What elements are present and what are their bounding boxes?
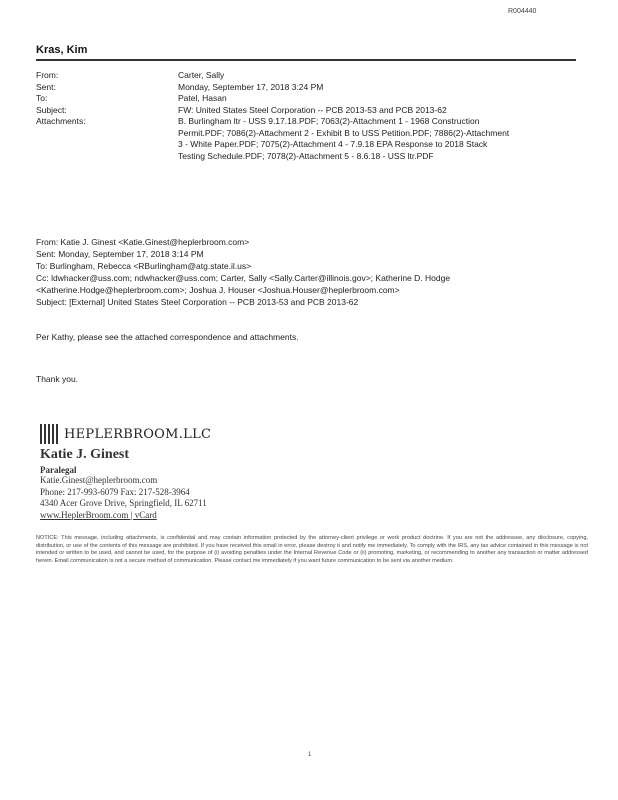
sent-row [36, 82, 596, 94]
email-header [36, 70, 596, 162]
logo-mark-icon [40, 424, 60, 444]
message-closing: Thank you. [36, 374, 79, 384]
forwarded-to: To: Burlingham, Rebecca <RBurlingham@atg.state.il.us> [36, 261, 252, 271]
attachments-row [36, 116, 596, 162]
forwarded-sent: Sent: Monday, September 17, 2018 3:14 PM [36, 249, 204, 259]
from-row [36, 70, 596, 82]
sent-value: Monday, September 17, 2018 3:24 PM [178, 81, 324, 92]
attachment-line[interactable]: B. Burlingham ltr - USS 9.17.18.PDF; 7063(2)-Attachment 1 - 1968 Construction [178, 116, 480, 126]
signature-web-link[interactable]: www.HeplerBroom.com | vCard [40, 509, 157, 520]
forwarded-from: From: Katie J. Ginest <Katie.Ginest@heplerbroom.com> [36, 237, 250, 247]
signature-email[interactable]: Katie.Ginest@heplerbroom.com [40, 475, 158, 485]
forwarded-header [36, 236, 592, 308]
header-divider [36, 59, 576, 61]
attachments-list[interactable] [178, 116, 596, 162]
to-value: Patel, Hasan [178, 93, 227, 103]
to-row [36, 93, 596, 105]
forwarded-subject: Subject: [External] United States Steel Corporation -- PCB 2013-53 and PCB 2013-62 [36, 297, 359, 307]
subject-row [36, 105, 596, 117]
signature-phone: Phone: 217-993-6079 Fax: 217-528-3964 [40, 486, 190, 497]
message-body: Per Kathy, please see the attached correspondence and attachments. [36, 332, 299, 342]
document-author: Kras, Kim [36, 44, 88, 56]
from-label: From: [36, 70, 59, 80]
attachment-line[interactable]: Permit.PDF; 7086(2)-Attachment 2 - Exhibit B to USS Petition.PDF; 7886(2)-Attachment [178, 127, 510, 138]
confidentiality-notice: NOTICE: This message, including attachments, is confidential and may contain information protected by the attorney-client privilege or work product doctrine. If you are not the addressee, any disclosure, copying, distribution, or use of the contents of this message are prohibited. If you have received this email in error, please destroy it and notify me immediately. To comply with the IRS, any tax advice contained in this message is not intended or written to be used, and cannot be used, for the purpose of (i) avoiding penalties under the Internal Revenue Code or (ii) promoting, marketing, or recommending to another any transaction or matter addressed herein. Email communication is not a secure method of communication. Please contact me immediately if you want future communication to be sent via another medium. [36, 535, 588, 564]
forwarded-cc-cont: <Katherine.Hodge@heplerbroom.com>; Joshua J. Houser <Joshua.Houser@heplerbroom.com> [36, 285, 400, 295]
to-label: To: [36, 93, 48, 103]
attachments-label: Attachments: [36, 116, 86, 126]
subject-label: Subject: [36, 104, 67, 115]
logo-text: HEPLERBROOM.LLC [64, 427, 212, 442]
signature-block [40, 447, 207, 521]
subject-value: FW: United States Steel Corporation -- PCB 2013-53 and PCB 2013-62 [178, 104, 447, 115]
page-number: 1 [308, 752, 312, 758]
signature-title: Paralegal [40, 465, 77, 475]
from-value: Carter, Sally [178, 70, 225, 80]
sent-label: Sent: [36, 81, 56, 92]
signature-name: Katie J. Ginest [40, 447, 130, 462]
attachment-line[interactable]: 3 - White Paper.PDF; 7075(2)-Attachment 4 - 7.9.18 EPA Response to 2018 Stack [178, 139, 488, 149]
signature-address: 4340 Acer Grove Drive, Springfield, IL 62711 [40, 498, 207, 508]
document-id: R004440 [508, 8, 537, 15]
attachment-line[interactable]: Testing Schedule.PDF; 7078(2)-Attachment 5 - 8.6.18 - USS ltr.PDF [178, 150, 434, 161]
forwarded-cc: Cc: ldwhacker@uss.com; ndwhacker@uss.com; Carter, Sally <Sally.Carter@illinois.gov>; Katherine D. Hodge [36, 273, 451, 283]
firm-logo [40, 424, 212, 446]
